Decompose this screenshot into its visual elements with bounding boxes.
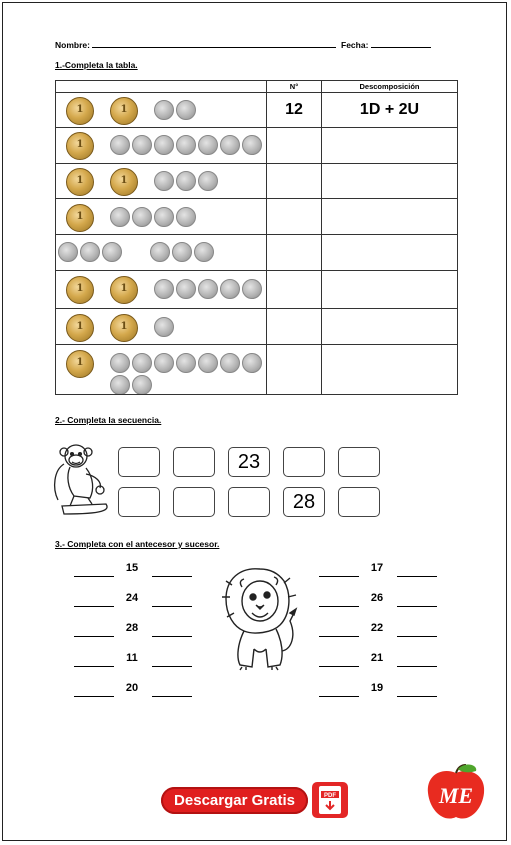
silver-coin-icon [198,353,218,373]
section3-title: 3.- Completa con el antecesor y sucesor. [55,539,220,549]
gold-coin-mark: 1 [120,104,128,116]
section1-title: 1.-Completa la tabla. [55,60,138,70]
silver-coin-icon [132,375,152,395]
successor-blank[interactable] [152,695,192,697]
number-cell[interactable]: 12 [267,93,322,128]
predecessor-blank[interactable] [74,665,114,667]
gold-coin-icon [66,350,94,378]
gold-coin-mark: 1 [76,282,84,294]
silver-coin-icon [220,135,240,155]
table-row [56,344,458,394]
date-blank[interactable] [371,38,431,48]
silver-coin-icon [198,279,218,299]
download-button[interactable]: Descargar Gratis [161,787,308,814]
coin-group [56,344,267,394]
predecessor-blank[interactable] [74,575,114,577]
decomposition-cell[interactable] [322,199,458,235]
predecessor-blank[interactable] [319,605,359,607]
silver-coin-icon [176,100,196,120]
silver-coin-icon [220,353,240,373]
table-header-row [56,81,458,93]
coin-group [56,93,267,128]
table-row [56,127,458,163]
coin-group [56,234,267,270]
silver-coin-icon [242,135,262,155]
table-row [56,270,458,309]
successor-blank[interactable] [152,605,192,607]
gold-coin-icon [66,168,94,196]
predecessor-blank[interactable] [319,695,359,697]
gold-coin-icon [110,168,138,196]
date-label: Fecha: [341,40,369,50]
successor-blank[interactable] [152,575,192,577]
silver-coin-icon [176,171,196,191]
silver-coin-icon [172,242,192,262]
sequence-box[interactable]: 23 [228,447,270,477]
silver-coin-icon [150,242,170,262]
sequence-box[interactable] [118,487,160,517]
successor-blank[interactable] [152,665,192,667]
pdf-download-icon[interactable] [312,782,348,818]
silver-coin-icon [110,207,130,227]
decomposition-cell[interactable] [322,344,458,394]
number-cell[interactable] [267,199,322,235]
successor-blank[interactable] [397,665,437,667]
decomposition-cell[interactable] [322,309,458,345]
section2-title: 2.- Completa la secuencia. [55,415,162,425]
decomposition-cell[interactable] [322,234,458,270]
decomposition-cell[interactable] [322,270,458,309]
sequence-box[interactable] [338,487,380,517]
reference-number: 17 [370,562,384,574]
sequence-box[interactable] [173,487,215,517]
successor-blank[interactable] [152,635,192,637]
name-blank[interactable] [92,38,336,48]
silver-coin-icon [220,279,240,299]
reference-number: 28 [125,622,139,634]
name-label: Nombre: [55,40,90,50]
gold-coin-mark: 1 [120,175,128,187]
silver-coin-icon [154,135,174,155]
gold-coin-mark: 1 [120,320,128,332]
reference-number: 11 [126,652,138,664]
gold-coin-icon [66,97,94,125]
silver-coin-icon [176,279,196,299]
reference-number: 26 [370,592,384,604]
header-number: N° [267,81,322,93]
silver-coin-icon [80,242,100,262]
silver-coin-icon [154,317,174,337]
table-row [56,309,458,345]
table-row [56,93,458,128]
gold-coin-icon [110,276,138,304]
table-row [56,163,458,199]
silver-coin-icon [242,279,262,299]
gold-coin-mark: 1 [76,175,84,187]
apple-logo [422,763,490,823]
gold-coin-icon [110,97,138,125]
monkey-illustration [50,440,116,518]
silver-coin-icon [198,135,218,155]
sequence-box[interactable] [173,447,215,477]
silver-coin-icon [132,207,152,227]
silver-coin-icon [58,242,78,262]
gold-coin-icon [66,276,94,304]
decomposition-cell[interactable] [322,163,458,199]
coin-group [56,127,267,163]
coin-table [55,80,458,395]
successor-blank[interactable] [397,575,437,577]
silver-coin-icon [154,171,174,191]
silver-coin-icon [154,100,174,120]
silver-coin-icon [132,353,152,373]
gold-coin-mark: 1 [76,210,84,222]
reference-number: 15 [125,562,139,574]
predecessor-blank[interactable] [74,605,114,607]
coin-group [56,309,267,345]
sequence-box[interactable] [118,447,160,477]
table-row [56,234,458,270]
silver-coin-icon [176,353,196,373]
number-cell[interactable] [267,127,322,163]
number-cell[interactable] [267,163,322,199]
silver-coin-icon [198,171,218,191]
silver-coin-icon [154,353,174,373]
gold-coin-icon [110,314,138,342]
gold-coin-mark: 1 [76,356,84,368]
number-cell[interactable] [267,270,322,309]
reference-number: 22 [370,622,384,634]
date-field [341,38,431,50]
silver-coin-icon [102,242,122,262]
successor-blank[interactable] [397,605,437,607]
predecessor-blank[interactable] [74,695,114,697]
reference-number: 24 [125,592,139,604]
successor-blank[interactable] [397,635,437,637]
silver-coin-icon [154,279,174,299]
predecessor-blank[interactable] [319,665,359,667]
coin-group [56,199,267,235]
predecessor-blank[interactable] [74,635,114,637]
reference-number: 21 [370,652,384,664]
sequence-box[interactable]: 28 [283,487,325,517]
silver-coin-icon [110,375,130,395]
gold-coin-icon [66,204,94,232]
sequence-box[interactable] [338,447,380,477]
decomposition-cell[interactable] [322,127,458,163]
coin-group [56,270,267,309]
silver-coin-icon [176,135,196,155]
lion-illustration [220,565,300,673]
predecessor-blank[interactable] [319,575,359,577]
number-cell[interactable] [267,309,322,345]
logo-text: ME [438,783,474,808]
gold-coin-mark: 1 [76,139,84,151]
gold-coin-mark: 1 [76,320,84,332]
predecessor-blank[interactable] [319,635,359,637]
header-coins [56,81,267,93]
header-decomposition: Descomposición [322,81,458,93]
gold-coin-mark: 1 [76,104,84,116]
coin-group [56,163,267,199]
sequence-box[interactable] [228,487,270,517]
silver-coin-icon [132,135,152,155]
reference-number: 19 [370,682,384,694]
sequence-box[interactable] [283,447,325,477]
reference-number: 20 [125,682,139,694]
silver-coin-icon [154,207,174,227]
silver-coin-icon [110,353,130,373]
pdf-label: PDF [324,793,336,799]
name-field [55,38,336,50]
number-cell[interactable] [267,344,322,394]
gold-coin-icon [66,132,94,160]
silver-coin-icon [242,353,262,373]
table-row [56,199,458,235]
silver-coin-icon [176,207,196,227]
decomposition-cell[interactable]: 1D + 2U [322,93,458,128]
silver-coin-icon [110,135,130,155]
number-cell[interactable] [267,234,322,270]
successor-blank[interactable] [397,695,437,697]
silver-coin-icon [194,242,214,262]
gold-coin-mark: 1 [120,282,128,294]
gold-coin-icon [66,314,94,342]
